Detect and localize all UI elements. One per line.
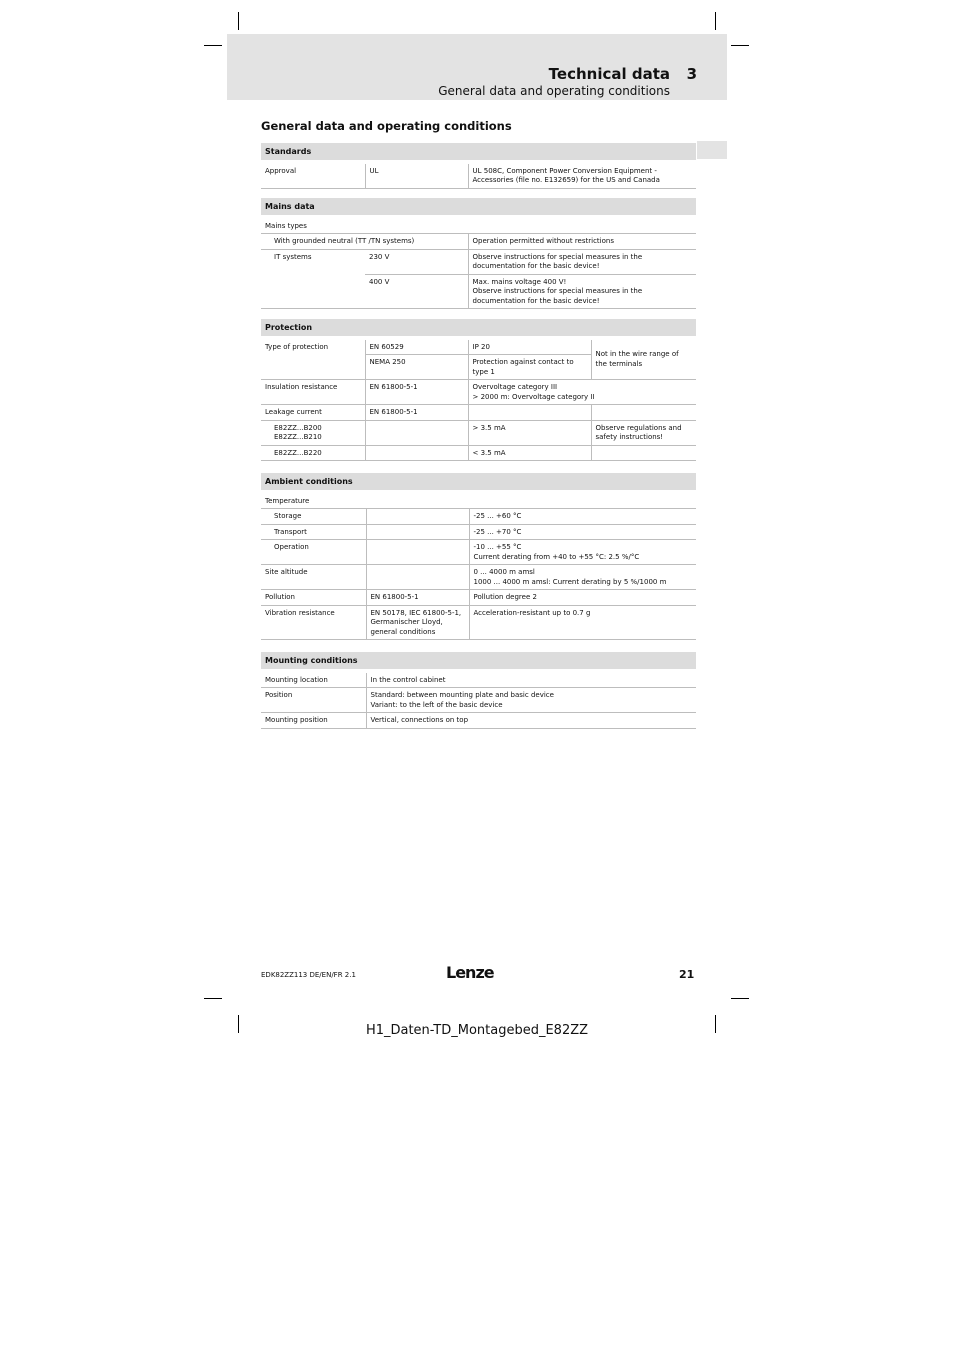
grounded-label: With grounded neutral (TT /TN systems)	[261, 234, 468, 250]
approval-label: Approval	[261, 162, 365, 189]
leakage-val1: > 3.5 mA	[468, 420, 591, 445]
mounting-position-label: Mounting position	[261, 713, 366, 729]
insulation-label: Insulation resistance	[261, 380, 365, 405]
mounting-position-value: Vertical, connections on top	[366, 713, 696, 729]
section-title: General data and operating conditions	[261, 119, 512, 133]
chapter-number: 3	[686, 65, 697, 83]
protection-val1: IP 20	[468, 338, 591, 355]
table-row	[261, 445, 696, 461]
chapter-title: Technical data	[548, 65, 670, 83]
approval-standard: UL	[365, 162, 468, 189]
lenze-logo: Lenze	[446, 963, 494, 982]
chapter-subtitle: General data and operating conditions	[438, 84, 670, 98]
transport-value: -25 ... +70 °C	[469, 524, 696, 540]
it-systems-label: IT systems	[261, 249, 365, 309]
crop-mark	[731, 45, 749, 46]
leakage-note: Observe regulations and safety instructions!	[591, 420, 696, 445]
grounded-value: Operation permitted without restrictions	[468, 234, 696, 250]
protection-note: Not in the wire range of the terminals	[591, 338, 696, 380]
approval-value: UL 508C, Component Power Conversion Equipment - Accessories (file no. E132659) for the US and Canada	[468, 162, 696, 189]
ambient-heading: Ambient conditions	[261, 473, 696, 492]
mounting-table	[261, 652, 696, 729]
protection-std1: EN 60529	[365, 338, 468, 355]
table-row	[261, 234, 696, 250]
leakage-label: Leakage current	[261, 405, 365, 421]
table-row	[261, 492, 696, 509]
table-row	[261, 509, 696, 525]
protection-table	[261, 319, 696, 461]
crop-mark	[715, 12, 716, 30]
document-code: EDK82ZZ113 DE/EN/FR 2.1	[261, 971, 356, 979]
table-row	[261, 420, 696, 445]
table-row	[261, 380, 696, 405]
temperature-label: Temperature	[261, 492, 696, 509]
protection-val2: Protection against contact to type 1	[468, 355, 591, 380]
table-row	[261, 713, 696, 729]
mounting-location-label: Mounting location	[261, 671, 366, 688]
leakage-device3: E82ZZ...B220	[261, 445, 365, 461]
mounting-location-value: In the control cabinet	[366, 671, 696, 688]
insulation-value: Overvoltage category III > 2000 m: Overvoltage category II	[468, 380, 696, 405]
table-row	[261, 671, 696, 688]
page-header	[227, 34, 727, 100]
it-230-value: Observe instructions for special measures in the documentation for the basic device!	[468, 249, 696, 274]
table-row	[261, 162, 696, 189]
leakage-std: EN 61800-5-1	[365, 405, 468, 421]
table-row	[261, 338, 696, 355]
altitude-label: Site altitude	[261, 565, 366, 590]
mounting-heading: Mounting conditions	[261, 652, 696, 671]
protection-type-label: Type of protection	[261, 338, 365, 380]
table-row	[261, 217, 696, 234]
storage-value: -25 ... +60 °C	[469, 509, 696, 525]
standards-heading: Standards	[261, 143, 696, 162]
mains-heading: Mains data	[261, 198, 696, 217]
storage-label: Storage	[261, 509, 366, 525]
position-label: Position	[261, 688, 366, 713]
operation-label: Operation	[261, 540, 366, 565]
it-230-voltage: 230 V	[365, 249, 468, 274]
standards-table	[261, 143, 696, 189]
vibration-label: Vibration resistance	[261, 605, 366, 640]
leakage-val3: < 3.5 mA	[468, 445, 591, 461]
it-400-voltage: 400 V	[365, 274, 468, 309]
table-row	[261, 249, 696, 274]
transport-label: Transport	[261, 524, 366, 540]
position-value: Standard: between mounting plate and basic device Variant: to the left of the basic device	[366, 688, 696, 713]
crop-mark	[731, 998, 749, 999]
table-row	[261, 590, 696, 606]
insulation-std: EN 61800-5-1	[365, 380, 468, 405]
table-row	[261, 605, 696, 640]
altitude-value: 0 ... 4000 m amsl 1000 ... 4000 m amsl: Current derating by 5 %/1000 m	[469, 565, 696, 590]
vibration-value: Acceleration-resistant up to 0.7 g	[469, 605, 696, 640]
pollution-value: Pollution degree 2	[469, 590, 696, 606]
protection-std2: NEMA 250	[365, 355, 468, 380]
leakage-devices: E82ZZ...B200 E82ZZ...B210	[261, 420, 365, 445]
table-row	[261, 565, 696, 590]
crop-mark	[238, 12, 239, 30]
page-number: 21	[679, 968, 695, 981]
file-name-label: H1_Daten-TD_Montagebed_E82ZZ	[365, 1023, 589, 1038]
vibration-std: EN 50178, IEC 61800-5-1, Germanischer Lloyd, general conditions	[366, 605, 469, 640]
table-row	[261, 540, 696, 565]
protection-heading: Protection	[261, 319, 696, 338]
pollution-label: Pollution	[261, 590, 366, 606]
table-row	[261, 688, 696, 713]
operation-value: -10 ... +55 °C Current derating from +40 to +55 °C: 2.5 %/°C	[469, 540, 696, 565]
table-row	[261, 524, 696, 540]
pollution-std: EN 61800-5-1	[366, 590, 469, 606]
crop-mark	[204, 45, 222, 46]
mains-table	[261, 198, 696, 309]
it-400-value: Max. mains voltage 400 V! Observe instructions for special measures in the documentation for the basic device!	[468, 274, 696, 309]
table-row	[261, 405, 696, 421]
mains-types-label: Mains types	[261, 217, 696, 234]
chapter-tab-marker	[697, 141, 727, 159]
crop-mark	[204, 998, 222, 999]
ambient-table	[261, 473, 696, 640]
